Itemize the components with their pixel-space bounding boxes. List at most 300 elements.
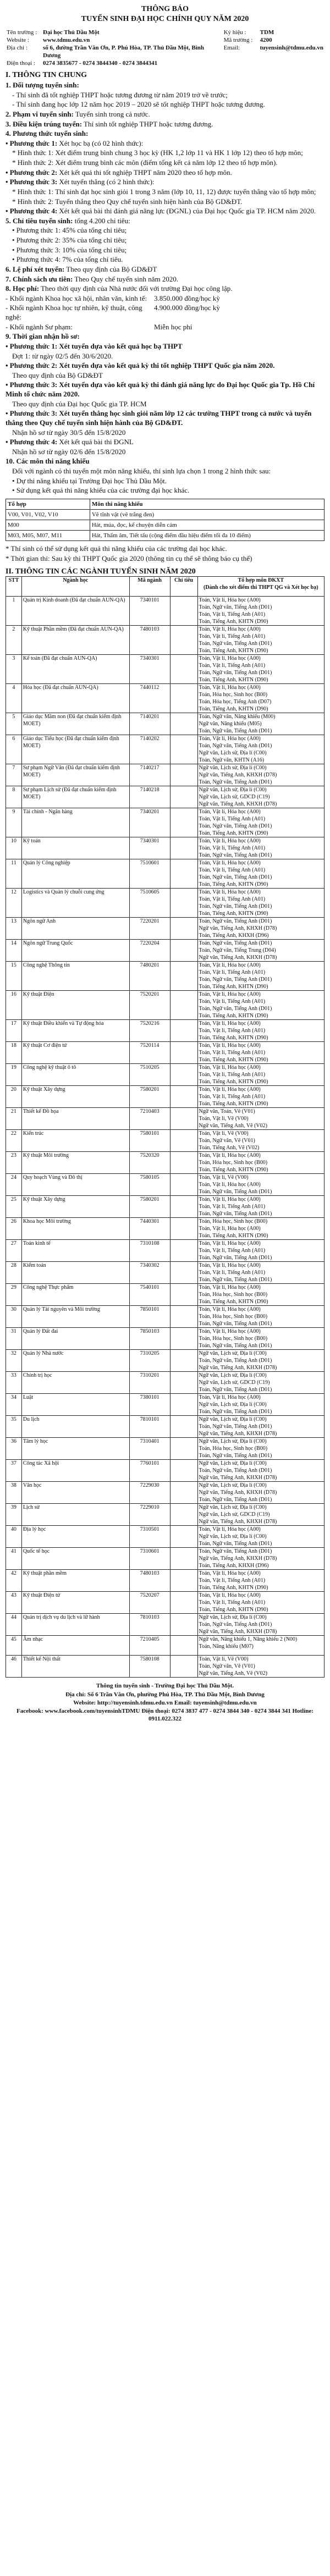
program-quota — [170, 1086, 197, 1108]
program-stt: 16 — [6, 991, 22, 1020]
program-stt: 29 — [6, 1284, 22, 1306]
program-row — [6, 918, 324, 940]
program-combinations — [197, 1284, 324, 1306]
program-code: 7520207 — [129, 1592, 170, 1614]
document-subtitle: TUYỂN SINH ĐẠI HỌC CHÍNH QUY NĂM 2020 — [81, 14, 249, 23]
info-line-label: • Phương thức 2: Xét tuyển dựa vào kết quả kỳ thi tốt nghiệp THPT Quốc gia năm 2020. — [6, 361, 275, 370]
info-value: tuyensinh@tdmu.edu.vn — [260, 44, 323, 51]
program-quota — [170, 940, 197, 962]
program-code: 7480103 — [129, 626, 170, 655]
program-name: Kỹ thuật Phần mềm (Đã đạt chuẩn AUN-QA) — [21, 626, 129, 655]
info-line — [6, 361, 324, 371]
program-quota — [170, 1174, 197, 1196]
combination-item: Toán, Vật lí, Hóa học (A00) — [199, 860, 261, 867]
program-combinations — [197, 1614, 324, 1636]
program-code: 7520216 — [129, 1020, 170, 1042]
exam-combo: M03, M05, M07, M11 — [6, 531, 90, 541]
program-row — [6, 1372, 324, 1394]
combination-item: Toán, Tiếng Anh, KHXH (D96) — [199, 933, 269, 939]
info-line-label: • Phương thức 1: Xét tuyển dựa vào kết quả học bạ THPT — [6, 341, 183, 350]
program-code: 7340301 — [129, 837, 170, 859]
program-row — [6, 786, 324, 808]
combination-item: Toán, Vật lí, Tiếng Anh (A01) — [199, 969, 266, 976]
info-label: Email: — [223, 44, 240, 51]
program-combinations — [197, 1152, 324, 1174]
combination-header-sub: (Dành cho xét điểm thi THPT QG và Xét học bạ) — [204, 584, 318, 591]
col-header-major: Ngành học — [21, 577, 129, 597]
info-line — [6, 120, 324, 129]
info-line-text: Theo quy định của Bộ GD&ĐT — [64, 264, 157, 273]
combination-item: Toán, Vật lí, Hóa học (A00) — [199, 1240, 261, 1247]
program-combinations — [197, 1328, 324, 1350]
program-stt: 10 — [6, 837, 22, 859]
program-combinations — [197, 1656, 324, 1678]
info-line — [6, 342, 324, 351]
info-line — [6, 352, 324, 361]
fee-row — [6, 294, 324, 304]
program-code: 7520114 — [129, 1042, 170, 1064]
combination-item: Toán, Vật lí, Vẽ (V00) — [199, 1174, 249, 1181]
fee-amount: 3.850.000 đồng/học kỳ — [154, 294, 220, 302]
program-quota — [170, 859, 197, 889]
program-code: 7310601 — [129, 1548, 170, 1570]
program-name: Kỹ toán — [21, 837, 129, 859]
program-quota — [170, 713, 197, 735]
info-line-label: 7. Chính sách ưu tiên: — [6, 274, 73, 283]
combination-item: Toán, Tiếng Anh, KHTN (D90) — [199, 1035, 268, 1041]
program-name: Quản lý Công nghiệp — [21, 859, 129, 889]
footer-contact[interactable]: Facebook: www.facebook.com/tuyensinhTDMU Điện thoại: 0274 3837 477 - 0274 3844 340 - 0274 3844 341 Hotline: 0911.022.322 — [16, 1707, 314, 1722]
program-quota — [170, 1328, 197, 1350]
program-combinations — [197, 1064, 324, 1086]
program-name: Công tác Xã hội — [21, 1460, 129, 1482]
combination-item: Toán, Ngữ văn, Tiếng Anh (D01) — [199, 1387, 272, 1393]
info-line-text: Theo Quy chế tuyển sinh năm 2020. — [73, 274, 179, 283]
info-line-label: 6. Lệ phí xét tuyển: — [6, 264, 65, 273]
info-row — [6, 29, 324, 36]
info-line-text: Đợt 1: từ ngày 02/5 đến 30/6/2020. — [12, 351, 113, 360]
combination-item: Ngữ văn, Tiếng Anh, Vẽ (V02) — [199, 1670, 267, 1677]
program-stt: 40 — [6, 1526, 22, 1548]
program-quota — [170, 918, 197, 940]
info-row — [6, 36, 324, 44]
combination-item: Toán, Ngữ văn, Tiếng Anh (D01) — [199, 1211, 272, 1217]
program-row — [6, 1460, 324, 1482]
program-row — [6, 1042, 324, 1064]
program-name: Công nghệ kỹ thuật ô tô — [21, 1064, 129, 1086]
program-stt: 18 — [6, 1042, 22, 1064]
program-name: Kỹ thuật Xây dựng — [21, 1086, 129, 1108]
program-quota — [170, 1306, 197, 1328]
combination-item: Toán, Ngữ văn, Tiếng Anh (D01) — [199, 1358, 272, 1364]
program-stt: 21 — [6, 1108, 22, 1130]
info-line-label: • Phương thức 3: Xét tuyển dựa vào kết quả kỳ thi đánh giá năng lực do Đại học Quốc gia Tp. Hồ Chí Minh tổ chức năm 2020. — [6, 380, 315, 399]
info-line-text: • Dự thi năng khiếu tại Trường Đại học Thủ Dầu Một. — [12, 476, 167, 485]
program-quota — [170, 1218, 197, 1240]
info-line-label: • Phương thức 2: — [6, 168, 58, 176]
combination-item: Toán, Tiếng Anh, KHTN (D90) — [199, 706, 268, 713]
program-name: Công nghệ Thông tin — [21, 962, 129, 991]
info-line — [6, 400, 324, 409]
program-row — [6, 1656, 324, 1678]
combination-item: Toán, Tiếng Anh, KHTN (D90) — [199, 911, 268, 917]
info-value: www.tdmu.edu.vn — [43, 36, 90, 43]
program-code: 7520201 — [129, 991, 170, 1020]
info-line — [6, 371, 324, 380]
program-quota — [170, 991, 197, 1020]
info-label: Mã trường : — [223, 36, 253, 43]
combination-item: Toán, Tiếng Anh, KHTN (D90) — [199, 830, 268, 837]
info-line-text: - Thí sinh đã tốt nghiệp THPT hoặc tương đương từ năm 2019 trở về trước; — [12, 90, 228, 99]
program-combinations — [197, 962, 324, 991]
info-label: Tên trường : — [7, 29, 37, 36]
program-row — [6, 1130, 324, 1152]
combination-item: Toán, Vật lí, Hóa học (A00) — [199, 1021, 261, 1027]
program-code: 7310201 — [129, 1372, 170, 1394]
program-quota — [170, 1064, 197, 1086]
combination-item: Toán, Hóa học, Sinh học (B00) — [199, 1336, 268, 1342]
program-name: Quản trị dịch vụ du lịch và lữ hành — [21, 1614, 129, 1636]
combination-item: Toán, Ngữ văn, Tiếng Anh (D01) — [199, 728, 272, 735]
exam-combo: V00, V01, V02, V10 — [6, 510, 90, 520]
general-info-list — [6, 81, 324, 294]
info-line-label: • Phương thức 3: Xét tuyển thẳng học sinh giỏi năm lớp 12 các trường THPT trong cả nước và tuyển thẳng theo Quy chế tuyển sinh hiện hành của Bộ GD&ĐT. — [6, 409, 312, 427]
program-quota — [170, 1108, 197, 1130]
combination-item: Ngữ văn, Toán, Vẽ (V01) — [199, 1108, 255, 1115]
program-code: 7210405 — [129, 1636, 170, 1656]
program-stt: 42 — [6, 1570, 22, 1592]
program-quota — [170, 786, 197, 808]
info-line — [6, 91, 324, 100]
program-name: Toán kinh tế — [21, 1240, 129, 1262]
combination-item: Ngữ văn, Tiếng Anh, KHXH (D78) — [199, 1519, 277, 1525]
program-name: Kỹ thuật Điện — [21, 991, 129, 1020]
program-row — [6, 859, 324, 889]
combination-item: Ngữ văn, Lịch sử, Địa lí (C00) — [199, 1438, 267, 1445]
program-row — [6, 764, 324, 786]
combination-item: Toán, Ngữ văn, Tiếng Anh (D01) — [199, 918, 272, 925]
program-stt: 46 — [6, 1656, 22, 1678]
program-quota — [170, 1020, 197, 1042]
combination-item: Toán, Vật lí, Tiếng Anh (A01) — [199, 633, 266, 640]
combination-item: Toán, Ngữ văn, Tiếng Anh (D01) — [199, 1321, 272, 1327]
program-stt: 13 — [6, 918, 22, 940]
fee-category: - Khối ngành Sư phạm: — [6, 322, 73, 331]
program-combinations — [197, 889, 324, 918]
program-combinations — [197, 1548, 324, 1570]
combination-item: Ngữ văn, Tiếng Anh, KHXH (D78) — [199, 1365, 277, 1371]
combination-item: Toán, Tiếng Anh, KHTN (D90) — [199, 1013, 268, 1019]
program-quota — [170, 764, 197, 786]
combination-item: Toán, Vật lí, Tiếng Anh (A01) — [199, 1072, 266, 1078]
program-name: Kỹ thuật Cơ điện tử — [21, 1042, 129, 1064]
combination-item: Toán, Tiếng Anh, KHTN (D90) — [199, 1101, 268, 1107]
program-combinations — [197, 1086, 324, 1108]
program-code: 7310205 — [129, 1350, 170, 1372]
combination-item: Toán, Ngữ văn, Tiếng Anh (D01) — [199, 874, 272, 881]
program-quota — [170, 1636, 197, 1656]
program-quota — [170, 808, 197, 837]
program-combinations — [197, 1570, 324, 1592]
info-line — [6, 100, 324, 109]
program-quota — [170, 684, 197, 713]
combination-item: Toán, Vật lí, Hóa học (A00) — [199, 1086, 261, 1093]
combination-item: Toán, Vật lí, Hóa học (A00) — [199, 1394, 261, 1401]
program-name: Kế toán (Đã đạt chuẩn AUN-QA) — [21, 655, 129, 684]
program-combinations — [197, 1174, 324, 1196]
fee-amount: Miễn học phí — [154, 322, 193, 331]
program-combinations — [197, 1526, 324, 1548]
program-code: 7480103 — [129, 1570, 170, 1592]
program-code: 7510605 — [129, 889, 170, 918]
combination-item: Toán, Hóa học, Sinh học (B00) — [199, 1446, 268, 1452]
program-code: 7140217 — [129, 764, 170, 786]
combination-item: Toán, Ngữ văn, Tiếng Anh (D01) — [199, 670, 272, 676]
program-code: 7480201 — [129, 962, 170, 991]
section-heading-general: I. THÔNG TIN CHUNG — [6, 71, 87, 80]
program-row — [6, 808, 324, 837]
combination-item: Ngữ văn, Tiếng Anh, KHXH (D78) — [199, 772, 277, 779]
combination-item: Toán, Ngữ văn, Tiếng Anh (D01) — [199, 779, 272, 786]
program-combinations — [197, 626, 324, 655]
program-name: Khoa học Môi trường — [21, 1218, 129, 1240]
combination-item: Toán, Vật lí, Hóa học (A00) — [199, 962, 261, 969]
combination-item: Ngữ văn, Tiếng Anh, KHXH (D78) — [199, 1431, 277, 1437]
program-stt: 38 — [6, 1482, 22, 1504]
program-stt: 39 — [6, 1504, 22, 1526]
info-line-text: * Hình thức 2: Xét điểm trung bình các môn (điểm tổng kết cả năm lớp 12 theo tổ hợp môn). — [12, 158, 278, 167]
program-code: 7220204 — [129, 940, 170, 962]
program-quota — [170, 1152, 197, 1174]
combination-item: Ngữ văn, Tiếng Anh, Vẽ (V02) — [199, 1123, 267, 1129]
info-label — [223, 59, 259, 67]
program-stt: 25 — [6, 1196, 22, 1218]
info-line — [6, 217, 324, 226]
program-name: Luật — [21, 1394, 129, 1416]
program-combinations — [197, 1262, 324, 1284]
program-row — [6, 1284, 324, 1306]
program-combinations — [197, 859, 324, 889]
combination-item: Toán, Ngữ văn, Tiếng Anh (D01) — [199, 940, 272, 947]
info-line-text: Theo quy định của Bộ GD&ĐT — [12, 371, 103, 379]
program-row — [6, 1262, 324, 1284]
info-line — [6, 284, 324, 294]
program-stt: 27 — [6, 1240, 22, 1262]
program-row — [6, 1328, 324, 1350]
info-line — [6, 158, 324, 168]
combination-item: Toán, Vật lí, Hóa học (A00) — [199, 1526, 261, 1533]
info-line-label: 10. Các môn thi năng khiếu — [6, 457, 90, 466]
combination-item: Toán, Ngữ văn, Tiếng Anh (D01) — [199, 1006, 272, 1012]
info-line — [6, 477, 324, 486]
combination-item: Ngữ văn, Tiếng Anh, KHXH (D78) — [199, 1629, 277, 1635]
combination-item: Toán, Ngữ văn, Tiếng Anh (D01) — [199, 1497, 272, 1503]
program-row — [6, 1504, 324, 1526]
program-code: 7340302 — [129, 1262, 170, 1284]
program-row — [6, 1614, 324, 1636]
fee-row — [6, 304, 324, 322]
combination-item: Toán, Hóa học, Sinh học (B00) — [199, 692, 268, 698]
info-line-text: - Thí sinh đang học lớp 12 năm học 2019 – 2020 sẽ tốt nghiệp THPT hoặc tương đương. — [12, 100, 265, 109]
combination-item: Toán, Vật lí, Vẽ (V00) — [199, 1130, 249, 1137]
info-label: Website : — [7, 36, 29, 43]
program-quota — [170, 1570, 197, 1592]
program-stt: 23 — [6, 1152, 22, 1174]
program-quota — [170, 1284, 197, 1306]
program-code: 7810103 — [129, 1614, 170, 1636]
exam-subject: Hát, Thẩm âm, Tiết tấu (cộng điểm đầu hiệu điểm tối đa 10 điểm) — [90, 531, 324, 541]
program-combinations — [197, 1504, 324, 1526]
combination-item: Toán, Vật lí, Tiếng Anh (A01) — [199, 867, 266, 874]
program-name: Thiết kế Nội thất — [21, 1656, 129, 1678]
combination-item: Toán, Ngữ văn, Tiếng Anh (D01) — [199, 1343, 272, 1349]
combination-item: Ngữ văn, Lịch sử, Địa lí (C00) — [199, 1372, 267, 1379]
program-code: 7580201 — [129, 1196, 170, 1218]
program-code: 7340201 — [129, 808, 170, 837]
program-code: 7220201 — [129, 918, 170, 940]
program-quota — [170, 962, 197, 991]
combination-item: Toán, Tiếng Anh, KHTN (D90) — [199, 677, 268, 683]
program-combinations — [197, 808, 324, 837]
program-combinations — [197, 597, 324, 626]
combination-item: Toán, Ngữ văn, Tiếng Anh (D01) — [199, 1255, 272, 1261]
program-code: 7310501 — [129, 1526, 170, 1548]
program-name: Sư phạm Lịch sử (Đã đạt chuẩn kiểm định MOET) — [21, 786, 129, 808]
program-code: 7310401 — [129, 1438, 170, 1460]
combination-item: Toán, Tiếng Anh, KHTN (D90) — [199, 648, 268, 654]
program-quota — [170, 655, 197, 684]
program-stt: 24 — [6, 1174, 22, 1196]
info-line-text: Xét tuyển thẳng (có 2 hình thức): — [57, 178, 155, 186]
combination-item: Toán, Tiếng Anh, KHTN (D90) — [199, 1585, 268, 1591]
program-code: 7510205 — [129, 1064, 170, 1086]
combination-item: Ngữ văn, Lịch sử, GDCD (C19) — [199, 1512, 270, 1518]
info-line-label: 2. Phạm vi tuyển sinh: — [6, 109, 74, 118]
info-line — [6, 129, 324, 139]
program-code: 7580201 — [129, 1086, 170, 1108]
program-combinations — [197, 991, 324, 1020]
program-stt: 36 — [6, 1438, 22, 1460]
combination-item: Toán, Vật lí, Hóa học (A00) — [199, 1306, 261, 1313]
footer-website[interactable]: Website: http://tuyensinh.tdmu.edu.vn Email: tuyensinh@tdmu.edu.vn — [73, 1699, 257, 1706]
program-name: Quản lý Đất đai — [21, 1328, 129, 1350]
program-name: Quản trị Kinh doanh (Đã đạt chuẩn AUN-QA) — [21, 597, 129, 626]
combination-item: Toán, Ngữ văn, Tiếng Anh (D01) — [199, 977, 272, 983]
program-stt: 9 — [6, 808, 22, 837]
combination-item: Toán, Vật lí, Tiếng Anh (A01) — [199, 1599, 266, 1606]
combination-item: Toán, Tiếng Anh, KHTN (D90) — [199, 1057, 268, 1063]
program-quota — [170, 1438, 197, 1460]
combination-item: Toán, Vật lí, Hóa học (A00) — [199, 1152, 261, 1159]
program-combinations — [197, 764, 324, 786]
info-line — [6, 428, 324, 438]
program-quota — [170, 1262, 197, 1284]
combination-item: Ngữ văn, Lịch sử, Địa lí (C00) — [199, 1614, 267, 1621]
info-line-label: 3. Điều kiện trúng tuyển: — [6, 119, 82, 128]
combination-item: Ngữ văn, Lịch sử, GDCD (C19) — [199, 794, 270, 801]
info-line-text: tổng 4.200 chỉ tiêu: — [73, 216, 130, 225]
info-line-text: Nhận hồ sơ từ ngày 02/6 đến 15/8/2020 — [12, 447, 126, 456]
program-row — [6, 1416, 324, 1438]
program-stt: 7 — [6, 764, 22, 786]
exam-subject: Hát, múa, đọc, kể chuyện diễn cảm — [90, 520, 324, 531]
program-stt: 2 — [6, 626, 22, 655]
program-name: Sư phạm Ngữ Văn (Đã đạt chuẩn kiểm định MOET) — [21, 764, 129, 786]
program-stt: 26 — [6, 1218, 22, 1240]
combination-item: Toán, Ngữ văn, Tiếng Anh (D01) — [199, 903, 272, 910]
combination-item: Toán, Ngữ văn, Tiếng Anh (D01) — [199, 641, 272, 647]
col-header-stt: STT — [6, 577, 22, 597]
program-name: Giáo dục Tiểu học (Đã đạt chuẩn kiểm định MOET) — [21, 735, 129, 764]
program-combinations — [197, 1482, 324, 1504]
combination-item: Toán, Vật lí, Hóa học (A00) — [199, 1262, 261, 1269]
combination-item: Toán, Vật lí, Vẽ (V00) — [199, 1656, 249, 1663]
program-combinations — [197, 1108, 324, 1130]
info-line — [6, 448, 324, 457]
combination-item: Toán, Vật lí, Hóa học (A00) — [199, 1570, 261, 1577]
program-stt: 12 — [6, 889, 22, 918]
exam-note: * Thí sinh có thể sử dụng kết quả thi năng khiếu của các trường đại học khác. — [6, 544, 227, 553]
program-combinations — [197, 1636, 324, 1656]
combination-item: Toán, Ngữ văn, Tiếng Trung (D04) — [199, 947, 276, 954]
program-quota — [170, 626, 197, 655]
program-name: Du lịch — [21, 1416, 129, 1438]
program-quota — [170, 1482, 197, 1504]
program-name: Chính trị học — [21, 1372, 129, 1394]
program-row — [6, 626, 324, 655]
program-stt: 1 — [6, 597, 22, 626]
program-quota — [170, 1592, 197, 1614]
program-quota — [170, 1350, 197, 1372]
combination-item: Toán, Vật lí, Tiếng Anh (A01) — [199, 896, 266, 903]
info-line — [6, 457, 324, 466]
combination-item: Toán, Hóa học, Sinh học (B00) — [199, 1218, 268, 1225]
exam-subject: Vẽ tĩnh vật (vẽ trắng đen) — [90, 510, 324, 520]
program-code: 7440112 — [129, 684, 170, 713]
info-line-text: Đối với ngành có thi tuyển một môn năng khiếu, thí sinh lựa chọn 1 trong 2 hình thức sau: — [12, 467, 271, 476]
info-label: Điện thoại : — [7, 60, 35, 67]
combination-item: Toán, Vật lí, Tiếng Anh (A01) — [199, 611, 266, 618]
info-line — [6, 467, 324, 476]
combination-item: Toán, Ngữ văn, Tiếng Anh (D01) — [199, 743, 272, 749]
combination-item: Toán, Tiếng Anh, KHXH (D96) — [199, 1563, 269, 1569]
program-code: 7140202 — [129, 735, 170, 764]
program-row — [6, 1086, 324, 1108]
program-combinations — [197, 786, 324, 808]
info-line — [6, 81, 324, 90]
program-code: 7310108 — [129, 1240, 170, 1262]
info-line-text: * Hình thức 1: Xét điểm trung bình chung 3 học kỳ (HK 1,2 lớp 11 và HK 1 lớp 12) theo tổ hợp môn; — [12, 148, 303, 157]
combination-item: Toán, Vật lí, Hóa học (A00) — [199, 655, 261, 662]
program-name: Hóa học (Đã đạt chuẩn AUN-QA) — [21, 684, 129, 713]
info-line-text: Tuyển sinh trong cả nước. — [73, 109, 150, 118]
program-combinations — [197, 713, 324, 735]
info-label: Ký hiệu : — [223, 29, 246, 36]
program-combinations — [197, 1416, 324, 1438]
program-name: Công nghệ Thực phẩm — [21, 1284, 129, 1306]
program-row — [6, 1152, 324, 1174]
combination-item: Toán, Vật lí, Hóa học (A00) — [199, 1284, 261, 1291]
combination-item: Toán, Vật lí, Hóa học (A00) — [199, 1328, 261, 1335]
program-quota — [170, 837, 197, 859]
program-row — [6, 1394, 324, 1416]
col-header-quota: Chỉ tiêu — [170, 577, 197, 597]
info-line — [6, 226, 324, 235]
program-code: 7850103 — [129, 1328, 170, 1350]
combination-item: Toán, Vật lí, Hóa học (A00) — [199, 626, 261, 633]
combination-item: Ngữ văn, Tiếng Anh, KHXH (D78) — [199, 955, 277, 961]
combination-item: Toán, Vật lí, Tiếng Anh (A01) — [199, 845, 266, 852]
